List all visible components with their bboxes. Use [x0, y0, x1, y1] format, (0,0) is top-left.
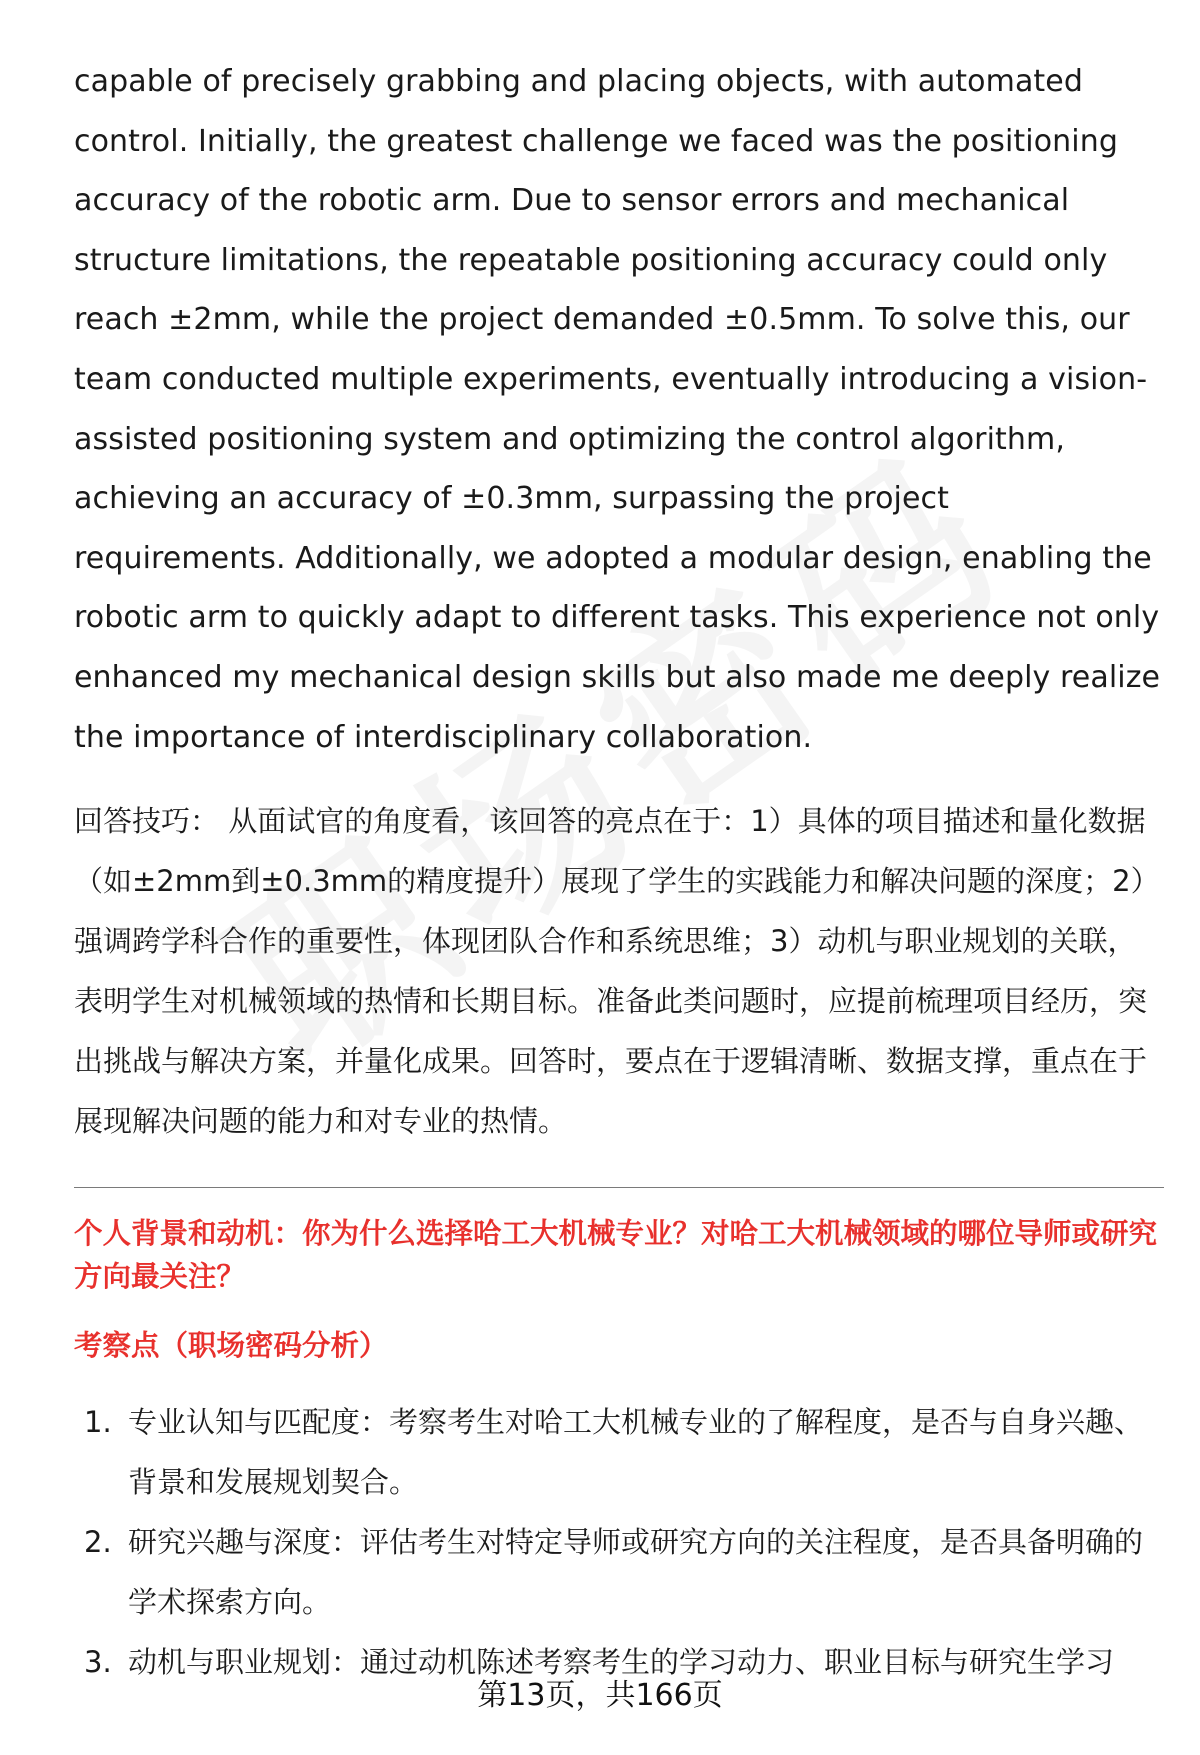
list-number: 2.	[84, 1525, 112, 1560]
list-text: 动机与职业规划：通过动机陈述考察考生的学习动力、职业目标与研究生学习	[128, 1645, 1115, 1680]
page-content	[74, 52, 1164, 1692]
list-text: 专业认知与匹配度：考察考生对哈工大机械专业的了解程度，是否与自身兴趣、背景和发展规划契合。	[128, 1405, 1144, 1500]
answer-paragraph: capable of precisely grabbing and placing objects, with automated control. Initially, the greatest challenge we faced was the positioning accuracy of the robotic arm. Due to sensor errors and mechanical structure limitations, the repeatable positioning accuracy could only reach ±2mm, while the project demanded ±0.5mm. To solve this, our team conducted multiple experiments, eventually introducing a vision-assisted positioning system and optimizing the control algorithm, achieving an accuracy of ±0.3mm, surpassing the project requirements. Additionally, we adopted a modular design, enabling the robotic arm to quickly adapt to different tasks. This experience not only enhanced my mechanical design skills but also made me deeply realize the importance of interdisciplinary collaboration.	[74, 64, 1161, 755]
list-item	[74, 1512, 1164, 1632]
answer-tips: 回答技巧： 从面试官的角度看，该回答的亮点在于：1）具体的项目描述和量化数据（如±2mm到±0.3mm的精度提升）展现了学生的实践能力和解决问题的深度；2）强调跨学科合作的重要性，体现团队合作和系统思维；3）动机与职业规划的关联，表明学生对机械领域的热情和长期目标。准备此类问题时，应提前梳理项目经历，突出挑战与解决方案，并量化成果。回答时，要点在于逻辑清晰、数据支撑，重点在于展现解决问题的能力和对专业的热情。	[74, 804, 1160, 1139]
page-number: 第13页，共166页	[477, 1678, 723, 1713]
list-item	[74, 1392, 1164, 1512]
list-number: 3.	[84, 1645, 112, 1680]
question-heading: 个人背景和动机：你为什么选择哈工大机械专业？对哈工大机械领域的哪位导师或研究方向最关注？	[74, 1217, 1158, 1294]
assessment-subheading: 考察点（职场密码分析）	[74, 1329, 388, 1363]
list-number: 1.	[84, 1405, 112, 1440]
section-divider	[74, 1187, 1164, 1188]
assessment-points	[74, 1392, 1164, 1692]
list-text: 研究兴趣与深度：评估考生对特定导师或研究方向的关注程度，是否具备明确的学术探索方向。	[128, 1525, 1144, 1620]
